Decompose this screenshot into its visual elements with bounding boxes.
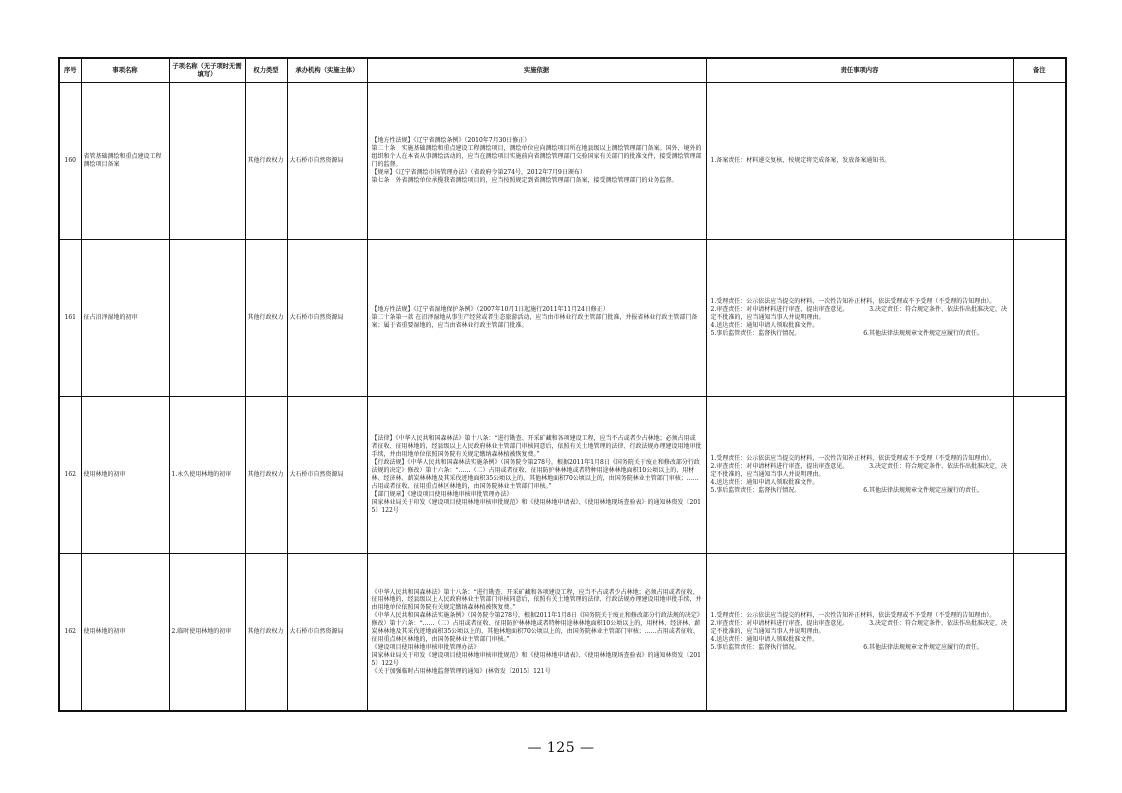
organization: 大石桥市自然资源局	[287, 554, 367, 712]
basis-line: 国家林业局关于印发《建设项目使用林地审核审批规范》和《使用林地申请表》、《使用林地现场查验表》的通知林资发〔2015〕122号	[371, 498, 701, 514]
basis-line: 《建设项目使用林地审核审批管理办法》	[371, 643, 480, 651]
item-name: 使用林地的初审	[81, 397, 169, 554]
table-header-row	[59, 58, 1066, 83]
legal-basis	[367, 397, 706, 554]
basis-line: 第二十条第一款 在沼泽湿地从事生产经营或者生态旅游活动，应当由市林业行政主管部门批准，并报省林业行政主管部门备案；属于省重要湿地的，应当由省林业行政主管部门批准。	[371, 314, 698, 329]
remark	[1013, 554, 1066, 712]
item-name: 省管基础测绘和重点建设工程测绘项目备案	[81, 83, 169, 240]
basis-line: 【行政法规】《中华人民共和国森林法实施条例》（国务院令第278号，根据2011年1月8日《国务院关于废止和修改部分行政法规的决定》修改）第十六条：“……（二）占用或者征收、征用防护林林地或者特种用途林林地面积10公顷以上的，用材林、经济林、薪炭林林地及其采伐迹地面积35公顷以上的，其他林地面积70公顷以上的，由国务院林业主管部门审核；……占用或者征收、征用重点林区林地的，由国务院林业主管部门审核。”	[371, 459, 700, 490]
organization: 大石桥市自然资源局	[287, 240, 367, 397]
responsibility-line: 5.事后监管责任：监督执行情况。 6.其他法律法规规章文件规定应履行的责任。	[710, 329, 983, 337]
responsibility-content	[706, 240, 1023, 397]
organization: 大石桥市自然资源局	[287, 83, 367, 240]
power-type: 其他行政权力	[245, 83, 287, 240]
table-row	[59, 83, 1066, 240]
remark	[1013, 240, 1066, 397]
subitem-name	[169, 240, 245, 397]
basis-line: 国家林业局关于印发《建设项目使用林地审核审批规范》和《使用林地申请表》、《使用林地现场查验表》的通知林资发〔2015〕122号	[371, 651, 701, 667]
row-number: 161	[59, 240, 81, 397]
legal-basis	[367, 554, 706, 712]
page-number: — 125 —	[527, 740, 595, 756]
responsibility-line: 1.受理责任：公示依法应当提交的材料，一次性告知补正材料，依法受理或不予受理（不受理的告知理由）。 2.审查责任：对申请材料进行审查，提出审查意见。 3.决定责任：符合规定条件、依法作出批准决定，决定不批准的，应当通知当事人并说明理由。	[710, 455, 1023, 479]
subitem-name	[169, 83, 245, 240]
basis-line: 【地方性法规】《辽宁省湿地保护条例》（2007年10月1日起施行2011年11月24日修正）	[371, 306, 609, 314]
power-type: 其他行政权力	[245, 240, 287, 397]
table-row	[59, 397, 1066, 554]
remark	[1013, 83, 1066, 240]
power-list-table	[58, 57, 1067, 712]
organization: 大石桥市自然资源局	[287, 397, 367, 554]
power-list-sheet	[58, 57, 1065, 712]
basis-line: 【规章】《辽宁省测绘市场管理办法》（省政府令第274号，2012年7月9日颁布）	[371, 168, 586, 176]
header-subitem-name: 子项名称（无子项时无需填写）	[169, 58, 245, 83]
row-number: 162	[59, 397, 81, 554]
responsibility-content	[706, 83, 1013, 240]
responsibility-line: 5.事后监管责任：监督执行情况。 6.其他法律法规规章文件规定应履行的责任。	[710, 643, 983, 651]
responsibility-line: 1.受理责任：公示依法应当提交的材料，一次性告知补正材料，依法受理或不予受理（不受理的告知理由）。 2.审查责任：对申请材料进行审查，提出审查意见。 3.决定责任：符合规定条件、依法作出批准决定，决定不批准的，应当通知当事人并说明理由。	[710, 612, 1023, 636]
legal-basis	[367, 240, 706, 397]
responsibility-line: 1.备案责任：材料递交复核，按规定将完成备案，发放备案通知书。	[710, 157, 891, 165]
basis-line: 《中华人民共和国森林法》第十八条：“进行勘查、开采矿藏和各项建设工程，应当不占或者少占林地；必须占用或者征收、征用林地的，经县级以上人民政府林业主管部门审核同意后，依照有关土地管理的法律、行政法规办理建设用地审批手续，并由用地单位依照国务院有关规定缴纳森林植被恢复费。”	[371, 588, 702, 612]
header-legal-basis: 实施依据	[367, 58, 706, 83]
responsibility-line: 1.受理责任：公示依法应当提交的材料，一次性告知补正材料，依法受理或不予受理（不受理的告知理由）。 2.审查责任：对申请材料进行审查，提出审查意见。 3.决定责任：符合规定条件、依法作出批准决定，决定不批准的，应当通知当事人并说明理由。	[710, 298, 1023, 322]
basis-line: 《中华人民共和国森林法实施条例》（国务院令第278号，根据2011年1月8日《国务院关于废止和修改部分行政法规的决定》修改）第十六条：“……（二）占用或者征收、征用防护林林地或者特种用途林林地面积10公顷以上的，用材林、经济林、薪炭林林地及其采伐迹地面积35公顷以上的，其他林地面积70公顷以上的，由国务院林业主管部门审核；……占用或者征收、征用重点林区林地的，由国务院林业主管部门审核。”	[371, 612, 701, 643]
remark	[1013, 397, 1066, 554]
table-row	[59, 240, 1066, 397]
header-organization: 承办机构（实施主体）	[287, 58, 367, 83]
power-type: 其他行政权力	[245, 397, 287, 554]
header-serial: 序号	[59, 58, 81, 83]
basis-line: 【法律】《中华人民共和国森林法》第十八条：“进行勘查、开采矿藏和各项建设工程，应当不占或者少占林地；必须占用或者征收、征用林地的，经县级以上人民政府林业主管部门审核同意后，依照有关土地管理的法律、行政法规办理建设用地审批手续，并由用地单位依照国务院有关规定缴纳森林植被恢复费。”	[371, 435, 702, 459]
basis-line: 【地方性法规】《辽宁省测绘条例》（2010年7月30日修正）	[371, 137, 531, 145]
responsibility-line: 4.送达责任：通知申请人领取批准文件。	[710, 321, 819, 329]
responsibility-content	[706, 397, 1023, 554]
power-type: 其他行政权力	[245, 554, 287, 712]
basis-line: 第二十条 实施基础测绘和重点建设工程测绘项目，测绘单位应向测绘项目所在地县级以上测绘管理部门备案。国外、境外的组织和个人在本省从事测绘活动的，应当在测绘项目实施前向省测绘管理部门交验国家有关部门的批准文件，接受测绘管理部门的监督。	[371, 145, 702, 168]
subitem-name: 2.临时使用林地的初审	[169, 554, 245, 712]
item-name: 征占沼泽湿地的初审	[81, 240, 169, 397]
header-power-type: 权力类型	[245, 58, 287, 83]
subitem-name: 1.永久使用林地的初审	[169, 397, 245, 554]
row-number: 162	[59, 554, 81, 712]
responsibility-content	[706, 554, 1023, 712]
legal-basis	[367, 83, 706, 240]
item-name: 使用林地的初审	[81, 554, 169, 712]
basis-line: 【部门规章】《建设项目使用林地审核审批管理办法》	[371, 490, 513, 498]
header-responsibility: 责任事项内容	[706, 58, 1013, 83]
basis-line: 《关于加强临时占用林地监督管理的通知》(林资发〔2015〕121号	[371, 667, 551, 675]
responsibility-line: 4.送达责任：通知申请人领取批准文件。	[710, 635, 819, 643]
responsibility-line: 5.事后监管责任：监督执行情况。 6.其他法律法规规章文件规定应履行的责任。	[710, 486, 983, 494]
responsibility-line: 4.送达责任：通知申请人领取批准文件。	[710, 478, 819, 486]
header-remark: 备注	[1013, 58, 1066, 83]
row-number: 160	[59, 83, 81, 240]
table-row	[59, 554, 1066, 712]
basis-line: 第七条 外省测绘单位承揽我省测绘项目的，应当按照规定到省测绘管理部门备案，接受测绘管理部门的业务监督。	[371, 176, 678, 184]
header-item-name: 事项名称	[81, 58, 169, 83]
